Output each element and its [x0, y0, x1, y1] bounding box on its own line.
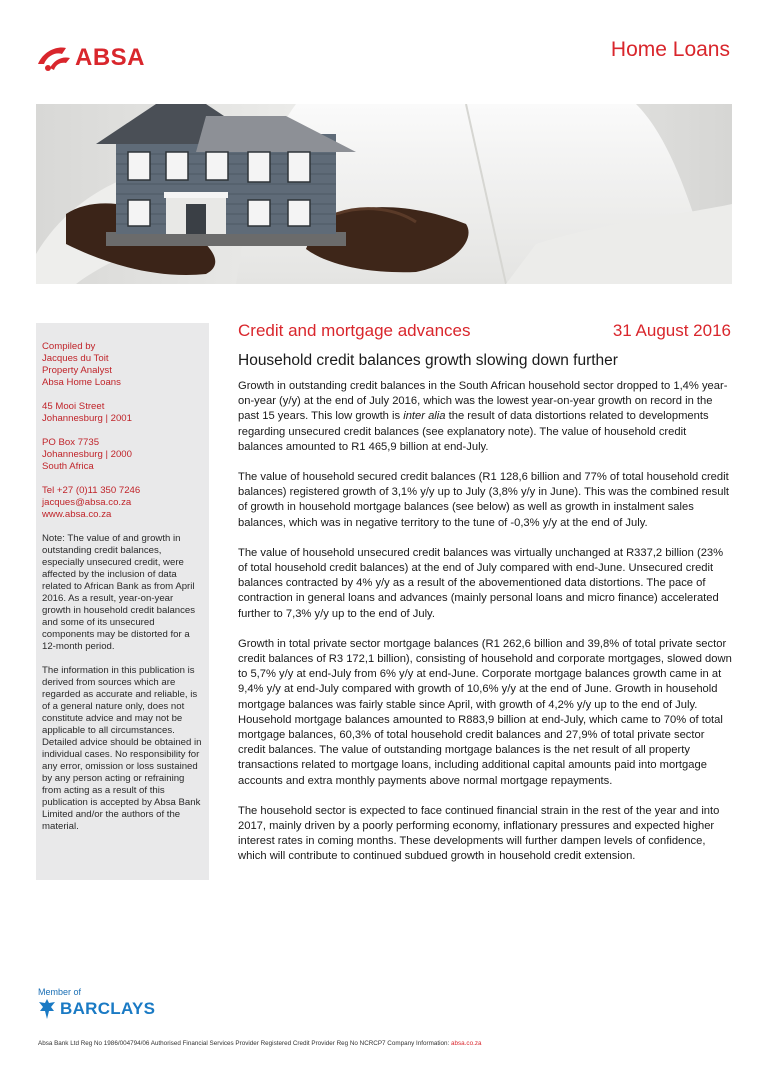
paragraph-3: The value of household unsecured credit balances was virtually unchanged at R337,2 billion (23% of total household credit balances) at the end of July compared with end-June. Unsecured credit balances contracted by 4% y/y as a result of the abovementioned data distortions. The pace of contraction in general loans and advances (mainly personal loans and micro finance) accelerated further to 7,3% y/y up to the end of July. [238, 546, 724, 620]
hero-image [36, 104, 732, 284]
author-name: Jacques du Toit [42, 353, 109, 364]
section-title: Credit and mortgage advances [238, 321, 471, 340]
barclays-eagle-icon [38, 999, 56, 1019]
house-in-hands-photo-icon [36, 104, 732, 284]
article-body [238, 379, 732, 880]
absa-logo-icon [36, 44, 72, 72]
barclays-member-badge [38, 987, 155, 1019]
website-link[interactable]: www.absa.co.za [42, 509, 112, 520]
street-city: Johannesburg | 2001 [42, 413, 132, 424]
po-city: Johannesburg | 2000 [42, 449, 132, 460]
barclays-logo [38, 999, 155, 1019]
absa-wordmark: ABSA [75, 44, 146, 71]
headline: Household credit balances growth slowing down further [238, 352, 618, 369]
compiled-by-label: Compiled by [42, 341, 96, 352]
disclaimer: The information in this publication is derived from sources which are regarded as accurate and reliable, is of a general nature only, does not constitute advice and may not be applicable to all circumstances. Detailed advice should be obtained in individual cases. No responsibility for any error, omission or loss sustained by any person acting or refraining from acting as a result of this publication is accepted by Absa Bank Limited and/or the authors of the material. [42, 665, 202, 832]
paragraph-2: The value of household secured credit balances (R1 128,6 billion and 77% of total household credit balances) registered growth of 3,1% y/y up to July (3,8% y/y in June). This was the combined result of growth in household mortgage balances (see below) as well as growth in instalment sales balances, which was in negative territory to the tune of -0,3% y/y at the end of July. [238, 471, 730, 529]
legal-footer: Absa Bank Ltd Reg No 1986/004794/06 Authorised Financial Services Provider Registered Credit Provider Reg No NCRCP7 Company Information: absa.co.za [38, 1040, 482, 1047]
author-unit: Absa Home Loans [42, 377, 121, 388]
paragraph-5: The household sector is expected to face continued financial strain in the rest of the year and into 2017, mainly driven by a poorly performing economy, inflationary pressures and expected higher interest rates in coming months. These developments will further dampen levels of confidence, which will contribute to continued subdued growth in household credit extension. [238, 804, 720, 863]
telephone: Tel +27 (0)11 350 7246 [42, 485, 141, 496]
publication-date: 31 August 2016 [612, 321, 731, 340]
contact-sidebar [36, 323, 209, 880]
barclays-wordmark: BARCLAYS [60, 999, 156, 1018]
company-info-link[interactable]: absa.co.za [451, 1040, 482, 1047]
email-link[interactable]: jacques@absa.co.za [42, 497, 132, 508]
explanatory-note: Note: The value of and growth in outstanding credit balances, especially unsecured credit, were affected by the inclusion of data related to African Bank as from April 2016. As a result, year-on-year growth in household credit balances and some of its unsecured components may be distorted for a 12-month period. [42, 533, 196, 652]
po-box: PO Box 7735 [42, 437, 100, 448]
street-address: 45 Mooi Street [42, 401, 105, 412]
country: South Africa [42, 461, 94, 472]
product-title: Home Loans [610, 38, 730, 61]
member-of-label: Member of [38, 987, 82, 997]
author-role: Property Analyst [42, 365, 112, 376]
paragraph-4: Growth in total private sector mortgage balances (R1 262,6 billion and 39,8% of total private sector credit balances of R3 172,1 billion), consisting of household and corporate mortgages, slowed down to 5,7% y/y at end-July from 6% y/y at end-June. Corporate mortgage balances growth came in at 9,4% y/y at end-July compared with growth of 10,6% y/y at the end of June. Growth in household mortgage balances was fairly stable since April, with growth of 4,2% y/y up to the end of July. Household mortgage balances amounted to R883,9 billion at end-July, which came to 70% of total mortgage balances, 60,3% of total household credit balances and 27,9% of total private sector credit balances. The value of outstanding mortgage balances is the net result of all property transactions related to mortgage loans, including additional capital amounts paid into mortgage accounts and extra monthly payments above normal mortgage repayments. [238, 637, 732, 787]
absa-logo [36, 44, 145, 72]
paragraph-1: Growth in outstanding credit balances in the South African household sector dropped to 1,4% year-on-year (y/y) at the end of July 2016, which was the lowest year-on-year growth on record in the past 15 years. This low growth is inter alia the result of data distortions related to developments regarding unsecured credit balances (see explanatory note). The value of household credit balances amounted to R1 465,9 billion at end-July. [238, 380, 728, 453]
